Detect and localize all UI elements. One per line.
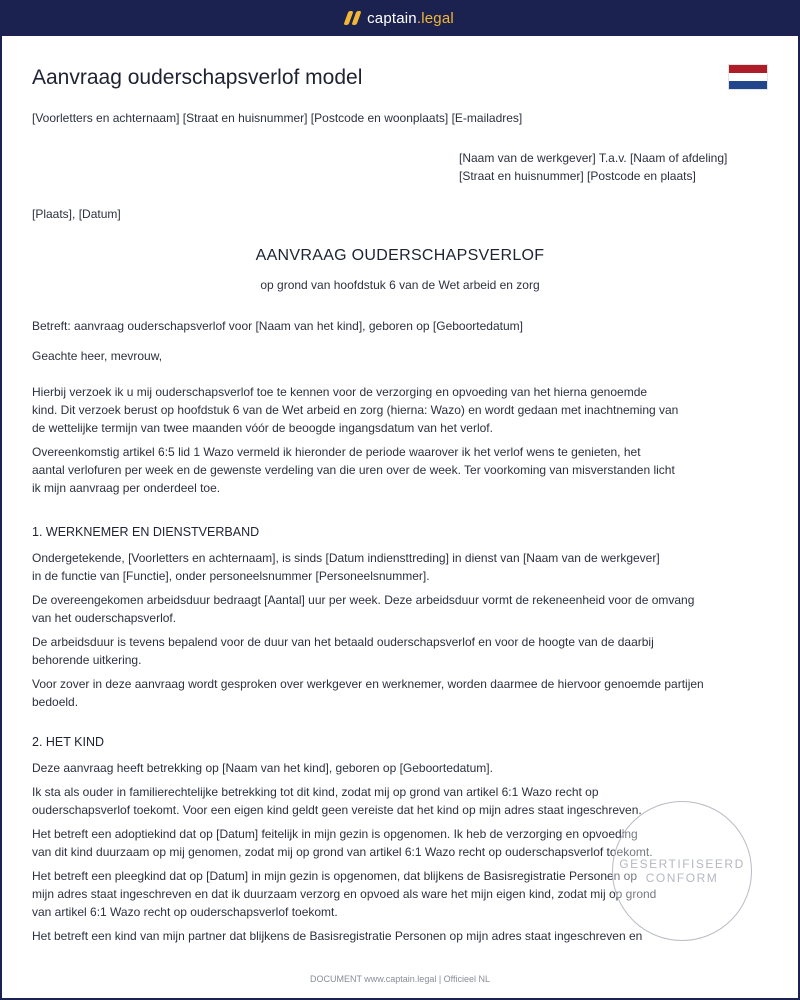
netherlands-flag-icon bbox=[728, 64, 768, 90]
sender-address: [Voorletters en achternaam] [Straat en huisnummer] [Postcode en woonplaats] [E-mailadres] bbox=[32, 111, 523, 125]
captain-logo-icon bbox=[344, 11, 362, 25]
brand-logo[interactable] bbox=[346, 10, 454, 27]
paragraph: Het betreft een pleegkind dat op [Datum] in mijn gezin is opgenomen, dat blijkens de Basisregistratie Personen op mijn adres staat ingeschreven en dat ik duurzaam verzorg en opvoed als ware het mijn eigen kind, zodat mij op grond van artikel 6:1 Wazo recht op ouderschapsverlof toekomt. bbox=[32, 869, 657, 919]
section-title: 2. HET KIND bbox=[32, 735, 105, 749]
letter-heading: AANVRAAG OUDERSCHAPSVERLOF bbox=[255, 247, 545, 264]
salutation: Geachte heer, mevrouw, bbox=[32, 349, 163, 363]
paragraph: Hierbij verzoek ik u mij ouderschapsverlof toe te kennen voor de verzorging en opvoeding van het hierna genoemde kind. Dit verzoek berust op hoofdstuk 6 van de Wet arbeid en zorg (hierna: Wazo) en wordt gedaan met inachtneming van de wettelijke termijn van twee maanden vóór de beoogde ingangsdatum van het verlof. bbox=[32, 385, 679, 435]
paragraph: Het betreft een adoptiekind dat op [Datum] feitelijk in mijn gezin is opgenomen. Ik heb de verzorging en opvoeding van dit kind duurzaam op mij genomen, zodat mij op grond van artikel 6:1 Wazo recht op ouderschapsverlof toekomt. bbox=[32, 827, 653, 859]
section-title: 1. WERKNEMER EN DIENSTVERBAND bbox=[32, 525, 260, 539]
top-bar bbox=[0, 0, 800, 36]
paragraph: Ik sta als ouder in familierechtelijke betrekking tot dit kind, zodat mij op grond van artikel 6:1 Wazo recht op ouderschapsverlof toekomt. Voor een eigen kind geldt geen vereiste dat het kind op mijn adres staat ingeschreven. bbox=[32, 785, 642, 817]
paragraph: Deze aanvraag heeft betrekking op [Naam van het kind], geboren op [Geboortedatum]. bbox=[32, 761, 493, 775]
place-date: [Plaats], [Datum] bbox=[32, 207, 121, 221]
recipient-address bbox=[459, 149, 727, 185]
paragraph: Ondergetekende, [Voorletters en achternaam], is sinds [Datum indiensttreding] in dienst van [Naam van de werkgever] in de functie van [Functie], onder personeelsnummer [Personeelsnummer]. bbox=[32, 551, 660, 583]
certification-stamp bbox=[612, 801, 752, 941]
paragraph: De arbeidsduur is tevens bepalend voor de duur van het betaald ouderschapsverlof en voor de hoogte van de daarbij behorende uitkering. bbox=[32, 635, 654, 667]
paragraph: De overeengekomen arbeidsduur bedraagt [Aantal] uur per week. Deze arbeidsduur vormt de rekeneenheid voor de omvang van het ouderschapsverlof. bbox=[32, 593, 695, 625]
subject-line: Betreft: aanvraag ouderschapsverlof voor [Naam van het kind], geboren op [Geboortedatum] bbox=[32, 319, 523, 333]
brand-name: captain bbox=[367, 9, 417, 27]
document-title: Aanvraag ouderschapsverlof model bbox=[32, 66, 363, 89]
letter-subheading: op grond van hoofdstuk 6 van de Wet arbeid en zorg bbox=[260, 278, 540, 292]
document-page bbox=[2, 36, 798, 998]
recipient-line: [Naam van de werkgever] T.a.v. [Naam of afdeling] bbox=[459, 151, 728, 165]
stamp-line: CONFORM bbox=[645, 871, 719, 885]
document-footer: DOCUMENT www.captain.legal | Officieel NL bbox=[309, 974, 491, 984]
paragraph: Het betreft een kind van mijn partner dat blijkens de Basisregistratie Personen op mijn adres staat ingeschreven en bbox=[32, 929, 643, 943]
paragraph: Voor zover in deze aanvraag wordt gesproken over werkgever en werknemer, worden daarmee de hiervoor genoemde partijen bedoeld. bbox=[32, 677, 704, 709]
brand-tld: .legal bbox=[416, 9, 454, 27]
paragraph: Overeenkomstig artikel 6:5 lid 1 Wazo vermeld ik hieronder de periode waarover ik het verlof wens te genieten, het aantal verlofuren per week en de gewenste verdeling van die uren over de week. Ter voorkoming van misverstanden licht ik mijn aanvraag per onderdeel toe. bbox=[32, 445, 675, 495]
stamp-line: GESERTIFISEERD bbox=[619, 857, 745, 871]
recipient-line: [Straat en huisnummer] [Postcode en plaats] bbox=[459, 169, 696, 183]
